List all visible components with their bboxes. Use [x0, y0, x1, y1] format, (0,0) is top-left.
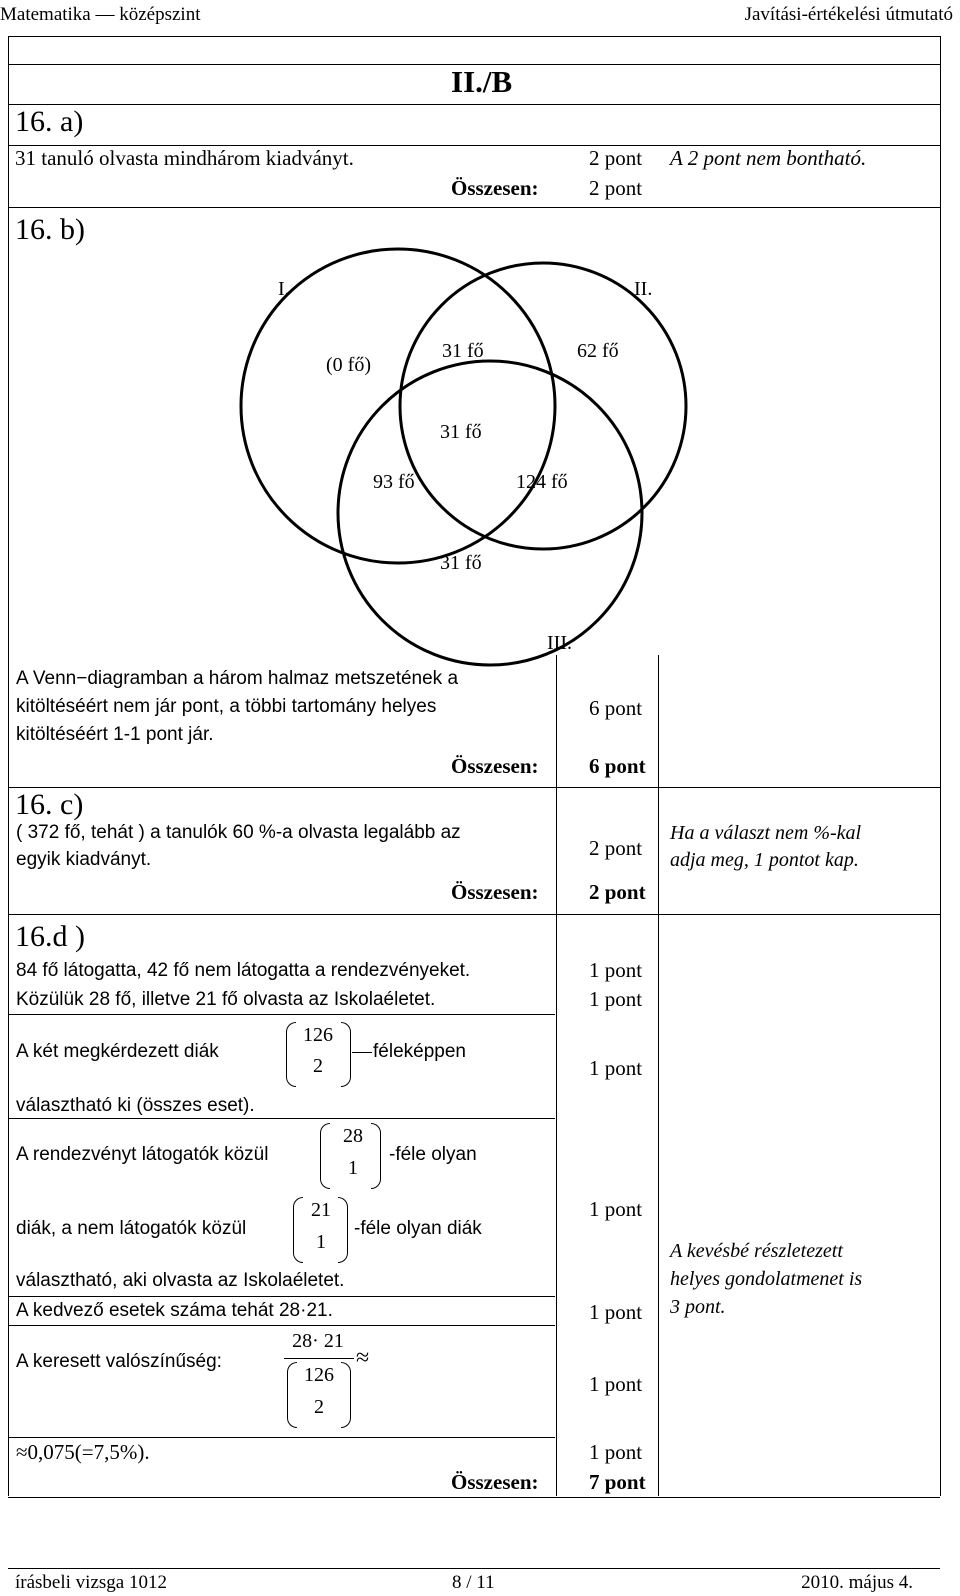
q16d-pair-post: féleképpen — [373, 1041, 466, 1062]
q16d-pair-points: 1 pont — [589, 1056, 643, 1080]
q16d-favorable-points: 1 pont — [589, 1300, 643, 1324]
footer-exam-code: írásbeli vizsga 1012 — [15, 1572, 167, 1593]
venn-center: 31 fő — [440, 421, 482, 443]
binom-126-2-left-paren — [286, 1022, 296, 1087]
q16c-total: 2 pont — [589, 880, 646, 904]
q16d-prob-label: A keresett valószínűség: — [16, 1351, 222, 1372]
q16d-visit-pre: A rendezvényt látogatók közül — [16, 1144, 269, 1165]
row-rule-16d-c — [8, 1296, 555, 1297]
q16a-text: 31 tanuló olvasta mindhárom kiadványt. — [15, 146, 354, 170]
venn-set-ii-label: II. — [634, 278, 653, 300]
q16b-text-line3: kitöltéséért 1-1 pont jár. — [16, 724, 214, 745]
binom-126-2-right-paren — [341, 1022, 351, 1087]
q16c-points: 2 pont — [589, 836, 643, 860]
q16d-result: ≈0,075(=7,5%). — [16, 1440, 150, 1464]
venn-only-iii: 31 fő — [440, 552, 482, 574]
q16d-line1: 84 fő látogatta, 42 fő nem látogatta a rendezvényeket. — [16, 960, 471, 981]
venn-circle-iii — [338, 361, 642, 665]
q16a-total: 2 pont — [589, 176, 643, 200]
q16b-total-label: Összesen: — [451, 754, 539, 778]
binom-126-2-bottom: 2 — [313, 1055, 323, 1077]
binom-28-1-left-paren — [320, 1123, 330, 1189]
venn-ii-iii: 124 fő — [516, 471, 568, 493]
venn-only-ii: 62 fő — [577, 340, 619, 362]
venn-set-i-label: I. — [278, 278, 290, 300]
header-subject: Matematika — középszint — [0, 4, 201, 25]
row-rule-16d-e — [8, 1437, 555, 1438]
section-title: II./B — [451, 64, 513, 99]
binom-28-1-right-paren — [371, 1123, 381, 1189]
q16d-pair-line2: választható ki (összes eset). — [16, 1095, 255, 1116]
venn-i-ii: 31 fő — [442, 340, 484, 362]
row-rule-16c — [8, 787, 940, 788]
q16a-label: 16. a) — [15, 105, 84, 138]
prob-numerator: 28· 21 — [292, 1330, 344, 1352]
table-left-border — [8, 36, 9, 1496]
q16b-total: 6 pont — [589, 754, 646, 778]
binom-21-1-right-paren — [338, 1197, 348, 1263]
q16d-line2-points: 1 pont — [589, 987, 643, 1011]
q16d-label: 16.d ) — [15, 920, 85, 953]
q16b-points: 6 pont — [589, 696, 643, 720]
q16d-note-line2: helyes gondolatmenet is — [670, 1268, 863, 1290]
row-rule-16d-d — [8, 1325, 555, 1326]
q16b-text-line2: kitöltéséért nem jár pont, a többi tartomány helyes — [16, 696, 437, 717]
row-rule-16b — [8, 207, 940, 208]
footer-rule — [8, 1568, 940, 1569]
prob-fraction-bar — [284, 1358, 354, 1359]
pair-dash — [352, 1052, 372, 1053]
q16d-total: 7 pont — [589, 1470, 646, 1494]
q16d-favorable: A kedvező esetek száma tehát 28·21. — [16, 1300, 333, 1321]
q16c-total-label: Összesen: — [451, 880, 539, 904]
row-rule-16d-a — [8, 1014, 555, 1015]
q16d-pair-pre: A két megkérdezett diák — [16, 1041, 219, 1062]
q16c-label: 16. c) — [15, 788, 84, 821]
binom-28-1-bottom: 1 — [348, 1157, 358, 1179]
q16d-note-line1: A kevésbé részletezett — [670, 1240, 843, 1262]
q16d-visit-points: 1 pont — [589, 1197, 643, 1221]
row-rule-16d-b — [8, 1118, 555, 1119]
q16d-nonvisit-post: -féle olyan diák — [354, 1218, 482, 1239]
q16a-note: A 2 pont nem bontható. — [670, 146, 867, 170]
row-rule-16d — [8, 914, 940, 915]
q16a-total-label: Összesen: — [451, 176, 539, 200]
row-rule-16a — [8, 104, 940, 105]
prob-approx-sign: ≈ — [356, 1345, 370, 1371]
binom-126-2-top: 126 — [303, 1024, 333, 1046]
q16d-nonvisit-pre: diák, a nem látogatók közül — [16, 1218, 247, 1239]
q16d-visit-post: -féle olyan — [389, 1144, 477, 1165]
prob-den-top: 126 — [304, 1364, 334, 1386]
row-rule-16a-text — [8, 145, 940, 146]
table-right-border — [940, 36, 941, 1496]
col-notes-left — [658, 655, 659, 1496]
binom-den-right-paren — [341, 1362, 351, 1428]
q16c-text-line2: egyik kiadványt. — [16, 849, 152, 870]
venn-i-iii: 93 fő — [373, 471, 415, 493]
venn-only-i: (0 fő) — [326, 354, 371, 376]
q16b-text-line1: A Venn−diagramban a három halmaz metszetének a — [16, 668, 459, 689]
prob-den-bottom: 2 — [314, 1396, 324, 1418]
q16b-label: 16. b) — [15, 213, 85, 246]
binom-21-1-top: 21 — [311, 1199, 331, 1221]
q16d-prob-points: 1 pont — [589, 1372, 643, 1396]
q16d-visit-line3: választható, aki olvasta az Iskolaéletet. — [16, 1270, 345, 1291]
q16d-line1-points: 1 pont — [589, 958, 643, 982]
binom-21-1-bottom: 1 — [316, 1231, 326, 1253]
table-bottom-rule — [8, 1497, 940, 1498]
q16d-note-line3: 3 pont. — [670, 1296, 726, 1318]
col-points-left — [556, 655, 557, 1496]
q16d-result-points: 1 pont — [589, 1440, 643, 1464]
q16a-points: 2 pont — [589, 146, 643, 170]
q16c-note-line1: Ha a választ nem %-kal — [670, 822, 862, 844]
footer-date: 2010. május 4. — [801, 1572, 913, 1593]
q16d-line2: Közülük 28 fő, illetve 21 fő olvasta az Iskolaéletet. — [16, 989, 436, 1010]
header-guide-title: Javítási-értékelési útmutató — [744, 4, 953, 25]
q16c-note-line2: adja meg, 1 pontot kap. — [670, 849, 859, 871]
venn-set-iii-label: III. — [547, 632, 572, 654]
q16c-text-line1: ( 372 fő, tehát ) a tanulók 60 %-a olvasta legalább az — [16, 822, 461, 843]
q16d-total-label: Összesen: — [451, 1470, 539, 1494]
binom-28-1-top: 28 — [343, 1125, 363, 1147]
footer-page-number: 8 / 11 — [452, 1572, 495, 1593]
